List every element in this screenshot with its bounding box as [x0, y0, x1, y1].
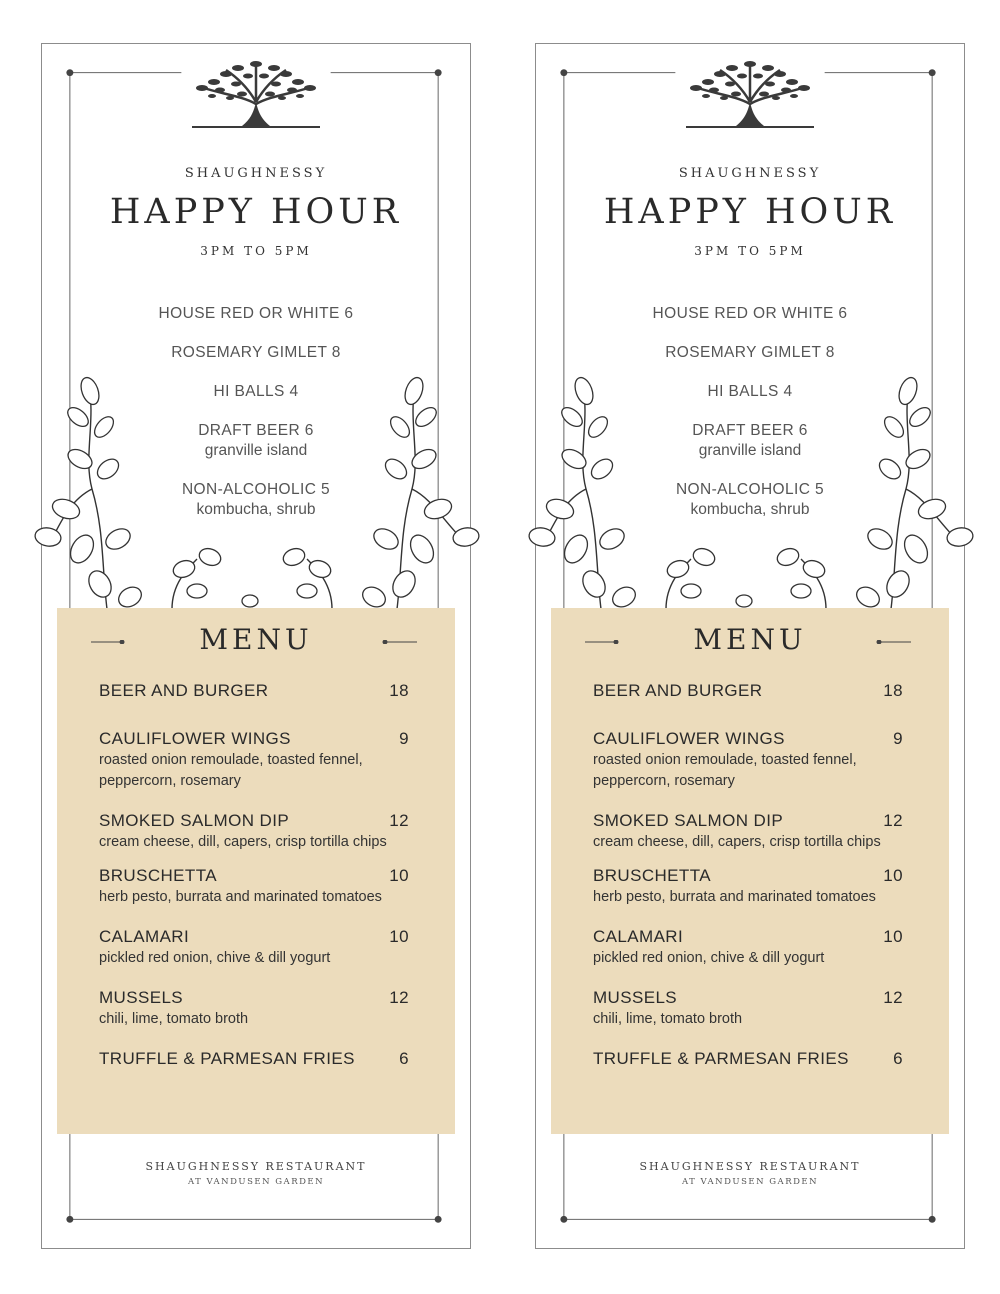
item-name: CALAMARI: [593, 927, 684, 946]
item-description: herb pesto, burrata and marinated tomatoes: [593, 889, 876, 905]
drink-name: DRAFT BEER 6: [198, 422, 314, 439]
menu-item: [99, 865, 409, 908]
tree-icon: [676, 58, 824, 130]
page-title: HAPPY HOUR: [603, 192, 897, 232]
item-name: MUSSELS: [99, 988, 184, 1007]
menu-item: [593, 926, 903, 969]
item-description: cream cheese, dill, capers, crisp tortilla chips: [99, 834, 387, 850]
item-price: 12: [883, 988, 903, 1007]
item-price: 10: [883, 927, 903, 946]
food-menu-panel: [551, 608, 949, 1134]
menu-item: [593, 987, 903, 1030]
item-description: pickled red onion, chive & dill yogurt: [593, 950, 825, 966]
item-price: 18: [389, 681, 409, 700]
drink-name: ROSEMARY GIMLET 8: [171, 344, 341, 361]
menu-item: [99, 810, 409, 853]
menu-items: [99, 680, 409, 1088]
drink-item: [536, 421, 964, 461]
drink-item: [42, 480, 470, 520]
drink-detail: granville island: [204, 442, 308, 459]
item-name: MUSSELS: [593, 988, 678, 1007]
drink-item: [42, 421, 470, 461]
drink-item: [536, 480, 964, 520]
menu-heading: MENU: [693, 623, 807, 656]
menu-item: [593, 728, 903, 792]
page-title: HAPPY HOUR: [109, 192, 403, 232]
restaurant-kicker: SHAUGHNESSY: [184, 166, 328, 181]
item-name: SMOKED SALMON DIP: [99, 811, 290, 830]
item-name: CAULIFLOWER WINGS: [593, 729, 785, 748]
restaurant-kicker: SHAUGHNESSY: [678, 166, 822, 181]
item-description: chili, lime, tomato broth: [593, 1011, 743, 1027]
item-name: TRUFFLE & PARMESAN FRIES: [593, 1049, 849, 1068]
menu-heading: MENU: [199, 623, 313, 656]
menu-item: [593, 680, 903, 702]
item-description: chili, lime, tomato broth: [99, 1011, 249, 1027]
menu-item: [99, 728, 409, 792]
footer-location: AT VANDUSEN GARDEN: [681, 1177, 819, 1187]
drink-name: HI BALLS 4: [213, 383, 299, 400]
footer-restaurant-name: SHAUGHNESSY RESTAURANT: [145, 1160, 367, 1173]
tree-icon: [182, 58, 330, 130]
divider-ornament: [381, 640, 417, 644]
menu-item: [99, 680, 409, 702]
drink-item: [42, 304, 470, 324]
menu-item: [99, 926, 409, 969]
item-price: 6: [893, 1049, 903, 1068]
food-menu-panel: [57, 608, 455, 1134]
menu-item: [593, 1048, 903, 1070]
item-price: 9: [399, 729, 409, 748]
item-price: 18: [883, 681, 903, 700]
item-price: 12: [389, 811, 409, 830]
drink-item: [42, 382, 470, 402]
drink-detail: kombucha, shrub: [690, 501, 810, 518]
item-price: 12: [389, 988, 409, 1007]
drink-name: HI BALLS 4: [707, 383, 793, 400]
item-name: BRUSCHETTA: [99, 866, 217, 885]
drink-name: HOUSE RED OR WHITE 6: [158, 305, 354, 322]
item-name: BEER AND BURGER: [593, 681, 763, 700]
item-name: BEER AND BURGER: [99, 681, 269, 700]
item-name: SMOKED SALMON DIP: [593, 811, 784, 830]
footer-restaurant-name: SHAUGHNESSY RESTAURANT: [639, 1160, 861, 1173]
item-name: TRUFFLE & PARMESAN FRIES: [99, 1049, 355, 1068]
drink-name: NON-ALCOHOLIC 5: [181, 481, 331, 498]
item-name: BRUSCHETTA: [593, 866, 711, 885]
drink-detail: granville island: [698, 442, 802, 459]
item-name: CAULIFLOWER WINGS: [99, 729, 291, 748]
menu-items: [593, 680, 903, 1088]
menu-item: [593, 810, 903, 853]
drink-name: DRAFT BEER 6: [692, 422, 808, 439]
drinks-list: [536, 304, 964, 539]
drink-detail: kombucha, shrub: [196, 501, 316, 518]
hours-label: 3PM TO 5PM: [694, 244, 806, 258]
drink-item: [536, 382, 964, 402]
menu-item: [593, 865, 903, 908]
item-price: 10: [389, 927, 409, 946]
menu-card-left: [41, 43, 471, 1249]
menu-card-right: [535, 43, 965, 1249]
drink-item: [42, 343, 470, 363]
item-price: 9: [893, 729, 903, 748]
item-price: 12: [883, 811, 903, 830]
drink-name: HOUSE RED OR WHITE 6: [652, 305, 848, 322]
item-price: 10: [883, 866, 903, 885]
drink-name: NON-ALCOHOLIC 5: [675, 481, 825, 498]
item-description: roasted onion remoulade, toasted fennel, peppercorn, rosemary: [99, 752, 363, 789]
item-description: roasted onion remoulade, toasted fennel, peppercorn, rosemary: [593, 752, 857, 789]
menu-item: [99, 987, 409, 1030]
item-price: 10: [389, 866, 409, 885]
item-description: herb pesto, burrata and marinated tomatoes: [99, 889, 382, 905]
drinks-list: [42, 304, 470, 539]
item-price: 6: [399, 1049, 409, 1068]
item-name: CALAMARI: [99, 927, 190, 946]
drink-name: ROSEMARY GIMLET 8: [665, 344, 835, 361]
footer-location: AT VANDUSEN GARDEN: [187, 1177, 325, 1187]
divider-ornament: [875, 640, 911, 644]
menu-item: [99, 1048, 409, 1070]
item-description: pickled red onion, chive & dill yogurt: [99, 950, 331, 966]
hours-label: 3PM TO 5PM: [200, 244, 312, 258]
drink-item: [536, 304, 964, 324]
item-description: cream cheese, dill, capers, crisp tortilla chips: [593, 834, 881, 850]
drink-item: [536, 343, 964, 363]
